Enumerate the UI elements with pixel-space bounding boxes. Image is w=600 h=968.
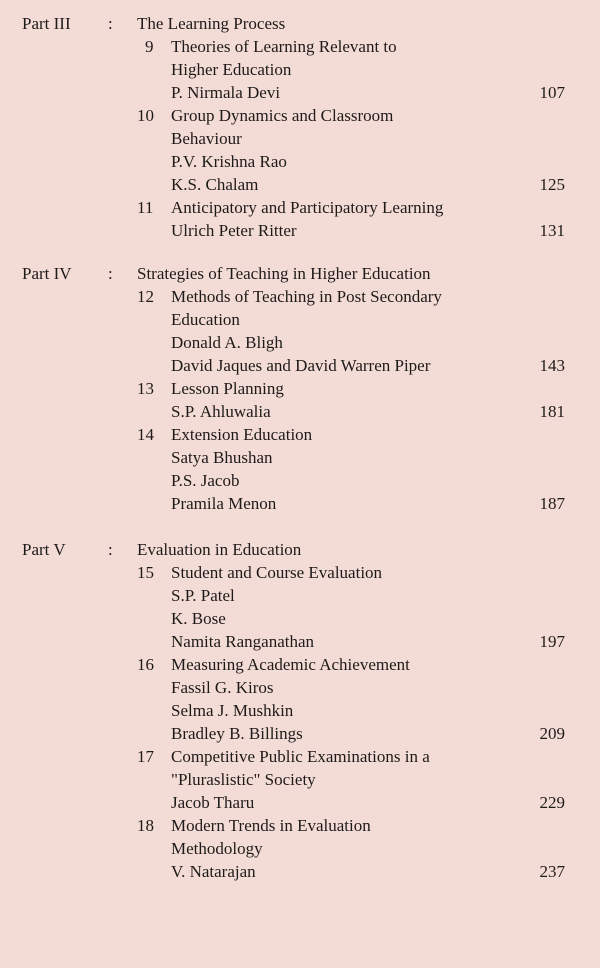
chapter-title-line: Education — [171, 310, 240, 329]
chapter-title-line: "Pluraslistic" Society — [171, 770, 316, 789]
part-label: Part III — [22, 14, 71, 33]
chapter-title-line: Behaviour — [171, 129, 242, 148]
part-title: The Learning Process — [137, 14, 286, 33]
chapter-page-number: 237 — [539, 862, 565, 881]
chapter-page-number: 187 — [539, 494, 565, 513]
chapter-number: 17 — [137, 747, 154, 766]
chapter-author: S.P. Patel — [171, 586, 235, 605]
chapter-number: 13 — [137, 379, 154, 398]
chapter-number: 11 — [137, 198, 154, 217]
chapter-number: 18 — [137, 816, 154, 835]
chapter-author: Namita Ranganathan — [171, 632, 315, 651]
part-colon: : — [108, 540, 113, 559]
chapter-author: Selma J. Mushkin — [171, 701, 294, 720]
chapter-author: David Jaques and David Warren Piper — [171, 356, 431, 375]
chapter-author: V. Natarajan — [171, 862, 256, 881]
chapter-page-number: 197 — [539, 632, 565, 651]
chapter-page-number: 229 — [539, 793, 565, 812]
chapter-number: 12 — [137, 287, 154, 306]
chapter-page-number: 209 — [539, 724, 565, 743]
chapter-title-line: Competitive Public Examinations in a — [171, 747, 430, 766]
chapter-number: 14 — [137, 425, 154, 444]
part-title: Evaluation in Education — [137, 540, 302, 559]
part-colon: : — [108, 14, 113, 33]
chapter-title-line: Higher Education — [171, 60, 292, 79]
chapter-number: 9 — [145, 37, 154, 56]
chapter-author: Fassil G. Kiros — [171, 678, 274, 697]
chapter-page-number: 131 — [539, 221, 565, 240]
chapter-title-line: Group Dynamics and Classroom — [171, 106, 394, 125]
chapter-title-line: Modern Trends in Evaluation — [171, 816, 371, 835]
chapter-author: Ulrich Peter Ritter — [171, 221, 297, 240]
chapter-title-line: Theories of Learning Relevant to — [171, 37, 397, 56]
chapter-author: K. Bose — [171, 609, 226, 628]
chapter-author: Donald A. Bligh — [171, 333, 283, 352]
chapter-author: Jacob Tharu — [171, 793, 255, 812]
chapter-author: P. Nirmala Devi — [171, 83, 281, 102]
chapter-title-line: Anticipatory and Participatory Learning — [171, 198, 444, 217]
part-colon: : — [108, 264, 113, 283]
chapter-author: S.P. Ahluwalia — [171, 402, 271, 421]
chapter-author: P.V. Krishna Rao — [171, 152, 287, 171]
chapter-author: Bradley B. Billings — [171, 724, 303, 743]
chapter-page-number: 181 — [539, 402, 565, 421]
chapter-title-line: Student and Course Evaluation — [171, 563, 383, 582]
chapter-number: 10 — [137, 106, 154, 125]
chapter-page-number: 107 — [539, 83, 565, 102]
chapter-title-line: Extension Education — [171, 425, 313, 444]
chapter-page-number: 143 — [539, 356, 565, 375]
chapter-title-line: Measuring Academic Achievement — [171, 655, 410, 674]
chapter-title-line: Lesson Planning — [171, 379, 284, 398]
chapter-author: K.S. Chalam — [171, 175, 259, 194]
chapter-page-number: 125 — [539, 175, 565, 194]
chapter-number: 16 — [137, 655, 154, 674]
part-title: Strategies of Teaching in Higher Education — [137, 264, 431, 283]
chapter-author: P.S. Jacob — [171, 471, 240, 490]
chapter-title-line: Methods of Teaching in Post Secondary — [171, 287, 442, 306]
part-label: Part IV — [22, 264, 72, 283]
chapter-author: Pramila Menon — [171, 494, 277, 513]
chapter-number: 15 — [137, 563, 154, 582]
chapter-author: Satya Bhushan — [171, 448, 273, 467]
chapter-title-line: Methodology — [171, 839, 263, 858]
part-label: Part V — [22, 540, 66, 559]
